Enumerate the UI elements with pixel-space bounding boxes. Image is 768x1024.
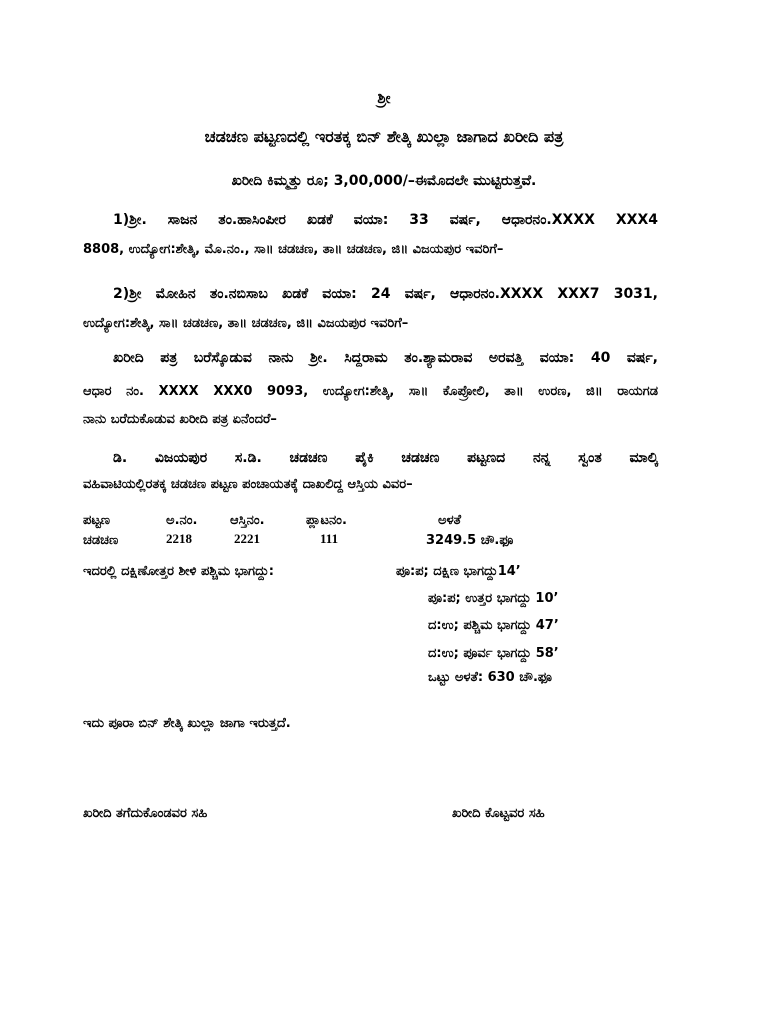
table-header-plot-no: ಪ್ಲಾಟನಂ. xyxy=(306,513,347,528)
boundary-north: ಪೂ:ಪ; ಉತ್ತರ ಭಾಗದ್ದು 10’ xyxy=(428,591,559,606)
invocation: ಶ್ರೀ xyxy=(377,89,391,107)
table-header-property-no: ಆಸ್ತಿನಂ. xyxy=(230,513,265,528)
party1-line1: 1)ಶ್ರೀ. ಸಾಜನ ತಂ.ಹಾಸಿಂಪೀರ ಖಡಕೆ ವಯಾ: 33 ವರ್ಷ, ಆಧಾರನಂ.XXXX XXX4 xyxy=(113,212,658,228)
table-cell-plot-no: 111 xyxy=(320,531,339,546)
price-line: ಖರೀದಿ ಕಿಮ್ಮತ್ತು ರೂ; 3,00,000/–ಈಮೊದಲೇ ಮುಟ್ಟಿರುತ್ತವೆ. xyxy=(231,173,537,189)
seller-line2: ಆಧಾರ ನಂ. XXXX XXX0 9093, ಉದ್ಯೋಗ:ಶೇತ್ಕಿ, ಸಾ॥ ಕೊಪ್ರೋಲಿ, ತಾ॥ ಉರಣ, ಜಿ॥ ರಾಯಗಡ xyxy=(83,384,658,399)
seller-line3: ನಾನು ಬರೆದುಕೊಡುವ ಖರೀದಿ ಪತ್ರ ಏನೆಂದರೆ– xyxy=(83,412,277,427)
party1-line2: 8808, ಉದ್ಯೋಗ:ಶೇತ್ಕಿ, ಮೊ.ನಂ., ಸಾ॥ ಚಡಚಣ, ತಾ॥ ಚಡಚಣ, ಜಿ॥ ವಿಜಯಪುರ ಇವರಿಗೆ– xyxy=(83,242,504,257)
party2-line1: 2)ಶ್ರೀ ಮೋಹಿನ ತಂ.ನಬಿಸಾಬ ಖಡಕೆ ವಯಾ: 24 ವರ್ಷ, ಆಧಾರನಂ.XXXX XXX7 3031, xyxy=(113,286,658,302)
table-cell-survey-no: 2218 xyxy=(166,531,192,546)
boundary-south: ಪೂ:ಪ; ದಕ್ಷಿಣ ಭಾಗದ್ದು14’ xyxy=(396,564,521,579)
table-cell-area: 3249.5 ಚೌ.ಫೂ xyxy=(426,533,514,548)
boundary-west: ದ:ಉ; ಪಶ್ಚಿಮ ಭಾಗದ್ದು 47’ xyxy=(428,618,559,633)
table-cell-property-no: 2221 xyxy=(234,531,260,546)
closing-statement: ಇದು ಪೂರಾ ಬಿನ್ ಶೇತ್ಕಿ ಖುಲ್ಲಾ ಜಾಗಾ ಇರುತ್ತದೆ. xyxy=(83,716,291,731)
party2-line2: ಉದ್ಯೋಗ:ಶೇತ್ಕಿ, ಸಾ॥ ಚಡಚಣ, ತಾ॥ ಚಡಚಣ, ಜಿ॥ ವಿಜಯಪುರ ಇವರಿಗೆ– xyxy=(83,316,409,331)
table-header-survey-no: ಅ.ನಂ. xyxy=(166,513,198,528)
document-title: ಚಡಚಣ ಪಟ್ಟಣದಲ್ಲಿ ಇರತಕ್ಕ ಬಿನ್ ಶೇತ್ಕಿ ಖುಲ್ಲಾ ಜಾಗಾದ ಖರೀದಿ ಪತ್ರ xyxy=(204,127,564,146)
seller-signature-label: ಖರೀದಿ ಕೊಟ್ಟವರ ಸಹಿ xyxy=(452,806,545,821)
boundaries-label: ಇದರಲ್ಲಿ ದಕ್ಷಿಣೋತ್ತರ ಶೀಳಿ ಪಶ್ಚಿಮ ಭಾಗದ್ದು: xyxy=(83,564,275,579)
boundary-east: ದ:ಉ; ಪೂರ್ವ ಭಾಗದ್ದು 58’ xyxy=(428,646,559,661)
boundary-total-area: ಒಟ್ಟು ಅಳತೆ: 630 ಚೌ.ಫೂ xyxy=(428,670,552,685)
buyer-signature-label: ಖರೀದಿ ತಗೆದುಕೊಂಡವರ ಸಹಿ xyxy=(83,806,208,821)
table-header-town: ಪಟ್ಟಣ xyxy=(83,513,110,528)
table-cell-town: ಚಡಚಣ xyxy=(83,533,119,548)
table-header-area: ಅಳತೆ xyxy=(438,513,462,528)
seller-line1: ಖರೀದಿ ಪತ್ರ ಬರೆಸ್ಕೊಡುವ ನಾನು ಶ್ರೀ. ಸಿದ್ದರಾಮ ತಂ.ಶ್ಯಾಮರಾವ ಅರವತ್ತಿ ವಯಾ: 40 ವರ್ಷ, xyxy=(113,350,658,366)
property-intro-line1: ಡಿ. ವಿಜಯಪುರ ಸ.ಡಿ. ಚಡಚಣ ಪೈಕಿ ಚಡಚಣ ಪಟ್ಟಣದ ನನ್ನ ಸ್ವಂತ ಮಾಲ್ಕಿ xyxy=(113,450,658,466)
property-intro-line2: ವಹಿವಾಟಿಯಲ್ಲಿರತಕ್ಕ ಚಡಚಣ ಪಟ್ಟಣ ಪಂಚಾಯತಕ್ಕೆ ದಾಖಲಿದ್ದ ಆಸ್ತಿಯ ವಿವರ– xyxy=(83,477,413,492)
